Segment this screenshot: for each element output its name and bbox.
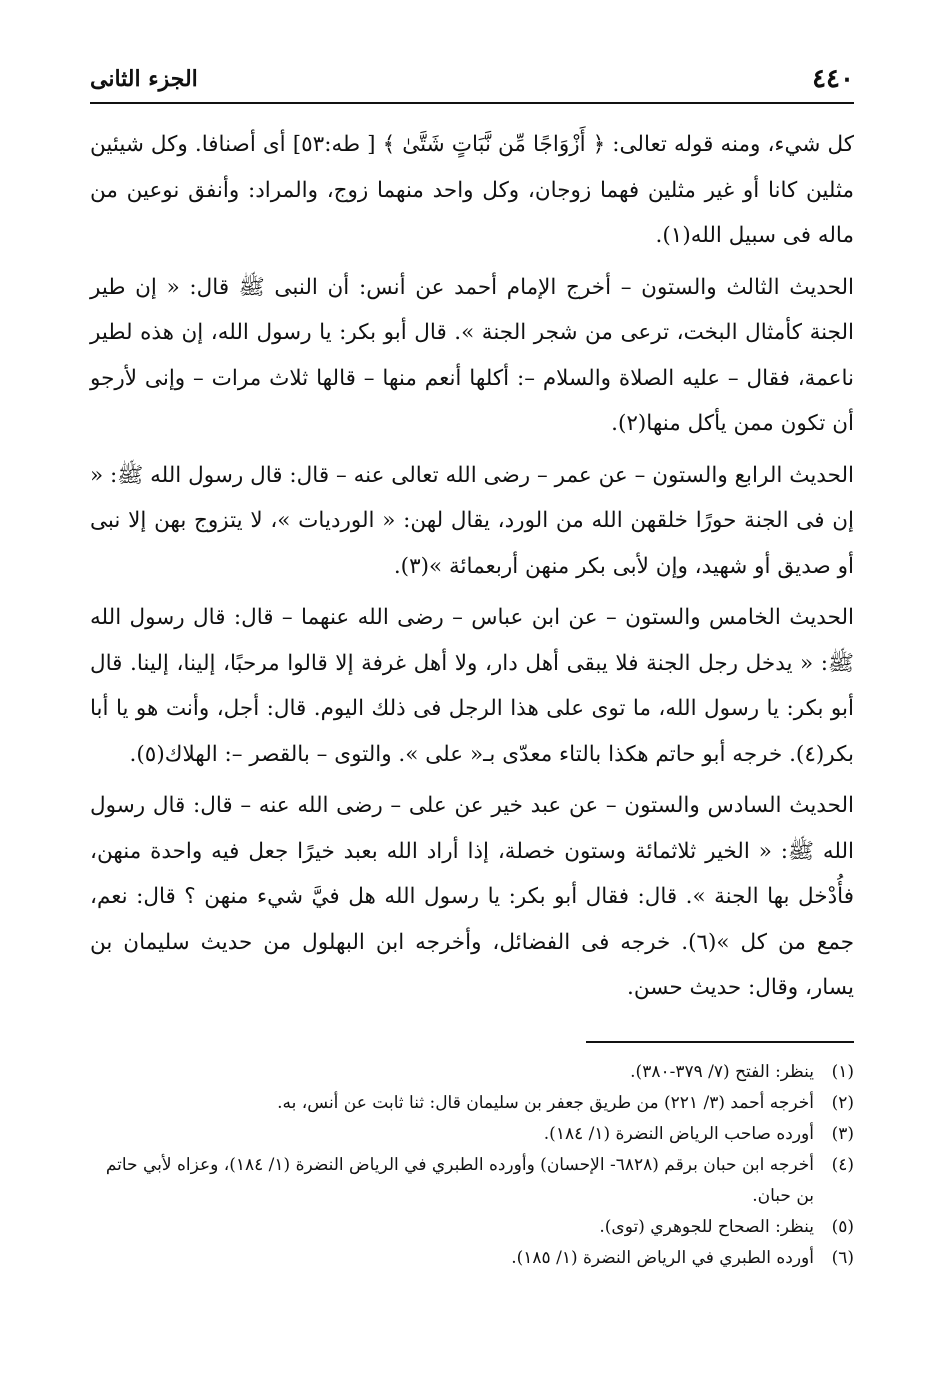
paragraph-hadith-64: الحديث الرابع والستون – عن عمر – رضى الله تعالى عنه – قال: قال رسول الله ﷺ: « إن فى الجنة حورًا خلقهن الله من الورد، يقال لهن: « الورديات »، لا يتزوج بهن إلا نبى أو صديق أو شهيد، وإن لأبى بكر منهن أربعمائة »(٣). — [90, 462, 854, 579]
paragraph-hadith-66: الحديث السادس والستون – عن عبد خير عن على – رضى الله عنه – قال: قال رسول الله ﷺ: « الخير ثلاثمائة وستون خصلة، إذا أراد الله بعبد خيرًا جعل فيه واحدة منهن، فأُدْخل بها الجنة ». قال: فقال أبو بكر: يا رسول الله هل فيَّ شيء منهن ؟ قال: نعم، جمع من كل »(٦). خرجه فى الفضائل، وأخرجه ابن البهلول من حديث سليمان بن يسار، وقال: حديث حسن. — [90, 793, 855, 1000]
main-text — [90, 122, 854, 1011]
footnote-text: أورده صاحب الرياض النضرة (١/ ١٨٤). — [543, 1123, 814, 1144]
page-number: ٤٤٠ — [812, 64, 854, 94]
footnote-text: أورده الطبري في الرياض النضرة (١/ ١٨٥). — [511, 1247, 814, 1268]
footnote-item — [90, 1212, 854, 1243]
footnote-text: أخرجه أحمد (٣/ ٢٢١) من طريق جعفر بن سليمان قال: ثنا ثابت عن أنس، به. — [277, 1092, 814, 1113]
footnotes — [90, 1057, 854, 1274]
footnote-text: أخرجه ابن حبان برقم (٦٨٢٨- الإحسان) وأورده الطبري في الرياض النضرة (١/ ١٨٤)، وعزاه لأبي حاتم بن حبان. — [105, 1154, 814, 1206]
footnote-text: ينظر: الفتح (٧/ ٣٧٩-٣٨٠). — [630, 1061, 814, 1082]
book-page — [90, 58, 854, 1358]
paragraph-hadith-63: الحديث الثالث والستون – أخرج الإمام أحمد عن أنس: أن النبى ﷺ قال: « إن طير الجنة كأمثال البخت، ترعى من شجر الجنة ». قال أبو بكر: يا رسول الله، إن هذه لطير ناعمة، فقال – عليه الصلاة والسلام –: أكلها أنعم منها – قالها ثلاث مرات – وإنى لأرجو أن تكون ممن يأكل منها(٢). — [90, 274, 854, 436]
running-header — [90, 58, 854, 104]
footnote-item — [90, 1119, 854, 1150]
footnote-number: (٢) — [831, 1092, 854, 1113]
footnote-text: ينظر: الصحاح للجوهري (توى). — [599, 1216, 814, 1237]
footnote-number: (٣) — [831, 1123, 854, 1144]
footnote-number: (٦) — [831, 1247, 854, 1268]
footnote-number: (٤) — [831, 1154, 854, 1175]
paragraph-hadith-65: الحديث الخامس والستون – عن ابن عباس – رضى الله عنهما – قال: قال رسول الله ﷺ: « يدخل رجل الجنة فلا يبقى أهل دار، ولا أهل غرفة إلا قالوا مرحبًا، إلينا، إلينا. قال أبو بكر: يا رسول الله، ما توى على هذا الرجل فى ذلك اليوم. قال: أجل، وأنت هو يا أبا بكر(٤). خرجه أبو حاتم هكذا بالتاء معدّى بـ« على ». والتوى – بالقصر –: الهلاك(٥). — [90, 605, 854, 767]
footnote-number: (٥) — [831, 1216, 854, 1237]
part-title: الجزء الثانى — [90, 66, 198, 92]
footnote-item — [90, 1057, 854, 1088]
footnote-number: (١) — [831, 1061, 854, 1082]
paragraph-continuation: كل شيء، ومنه قوله تعالى: ﴿ أَزْوَاجًا مِّن نَّبَاتٍ شَتَّىٰ ﴾ [ طه:٥٣] أى أصنافا. وكل شيئين مثلين كانا أو غير مثلين فهما زوجان، وكل واحد منهما زوج، والمراد: وأنفق نوعين من ماله فى سبيل الله(١). — [90, 132, 854, 248]
footnote-item — [90, 1088, 854, 1119]
footnote-item — [90, 1150, 854, 1212]
footnote-item — [90, 1243, 854, 1274]
footnote-divider — [586, 1041, 854, 1043]
